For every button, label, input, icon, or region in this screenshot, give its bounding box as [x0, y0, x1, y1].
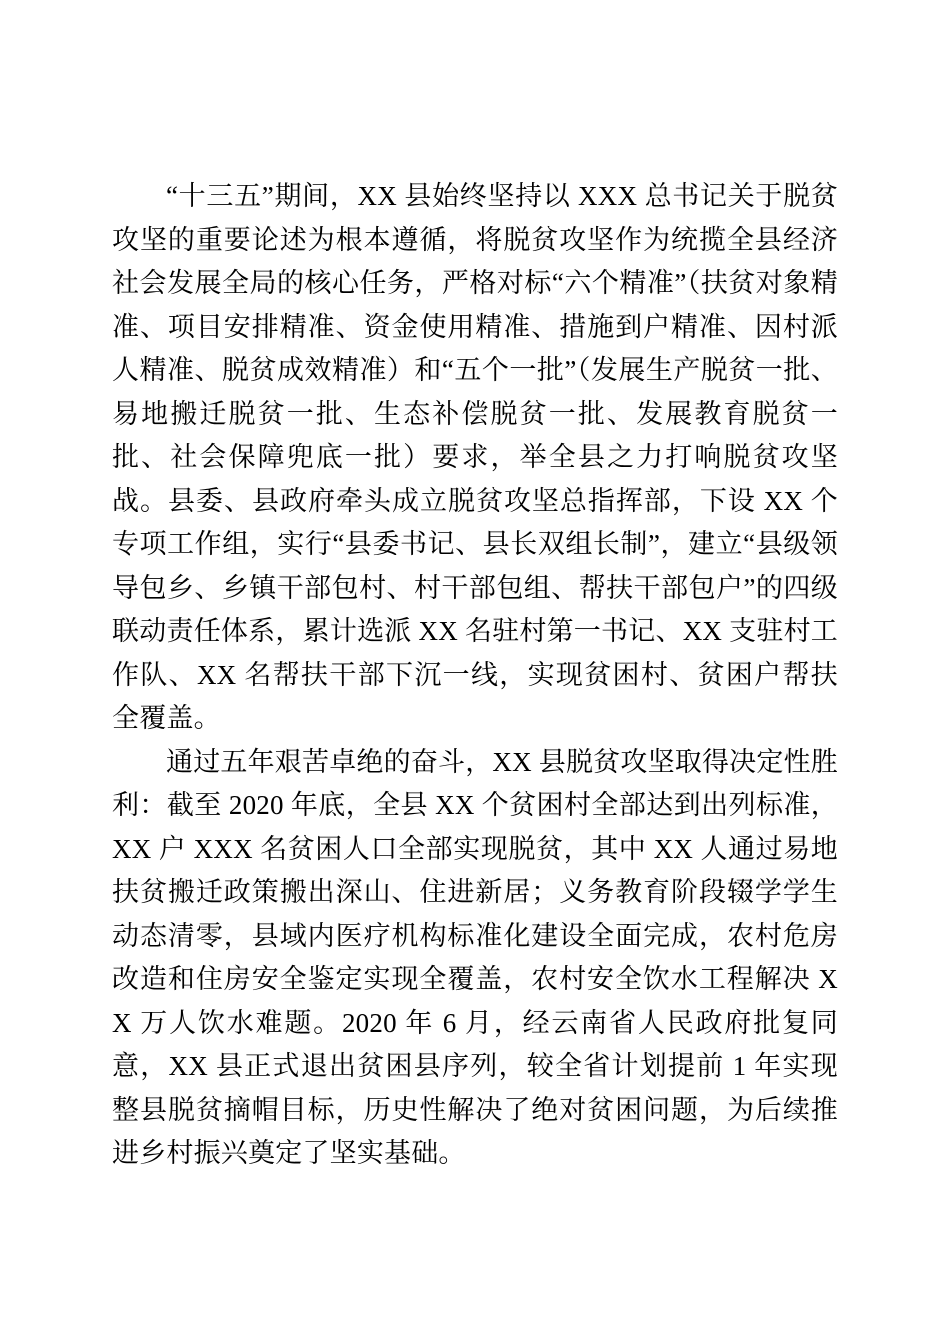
- paragraph-poverty-alleviation-measures: “十三五”期间，XX 县始终坚持以 XXX 总书记关于脱贫攻坚的重要论述为根本遵循，将脱贫攻坚作为统揽全县经济社会发展全局的核心任务，严格对标“六个精准”（扶贫对象精准、项目安排精准、资金使用精准、措施到户精准、因村派人精准、脱贫成效精准）和“五个一批”（发展生产脱贫一批、易地搬迁脱贫一批、生态补偿脱贫一批、发展教育脱贫一批、社会保障兜底一批）要求，举全县之力打响脱贫攻坚战。县委、县政府牵头成立脱贫攻坚总指挥部，下设 XX 个专项工作组，实行“县委书记、县长双组长制”，建立“县级领导包乡、乡镇干部包村、村干部包组、帮扶干部包户”的四级联动责任体系，累计选派 XX 名驻村第一书记、XX 支驻村工作队、XX 名帮扶干部下沉一线，实现贫困村、贫困户帮扶全覆盖。: [112, 181, 838, 733]
- paragraph-poverty-alleviation-results: 通过五年艰苦卓绝的奋斗，XX 县脱贫攻坚取得决定性胜利：截至 2020 年底，全县 XX 个贫困村全部达到出列标准，XX 户 XXX 名贫困人口全部实现脱贫，其中 XX 人通过易地扶贫搬迁政策搬出深山、住进新居；义务教育阶段辍学学生动态清零，县域内医疗机构标准化建设全面完成，农村危房改造和住房安全鉴定实现全覆盖，农村安全饮水工程解决 XX 万人饮水难题。2020 年 6 月，经云南省人民政府批复同意，XX 县正式退出贫困县序列，较全省计划提前 1 年实现整县脱贫摘帽目标，历史性解决了绝对贫困问题，为后续推进乡村振兴奠定了坚实基础。: [112, 746, 838, 1168]
